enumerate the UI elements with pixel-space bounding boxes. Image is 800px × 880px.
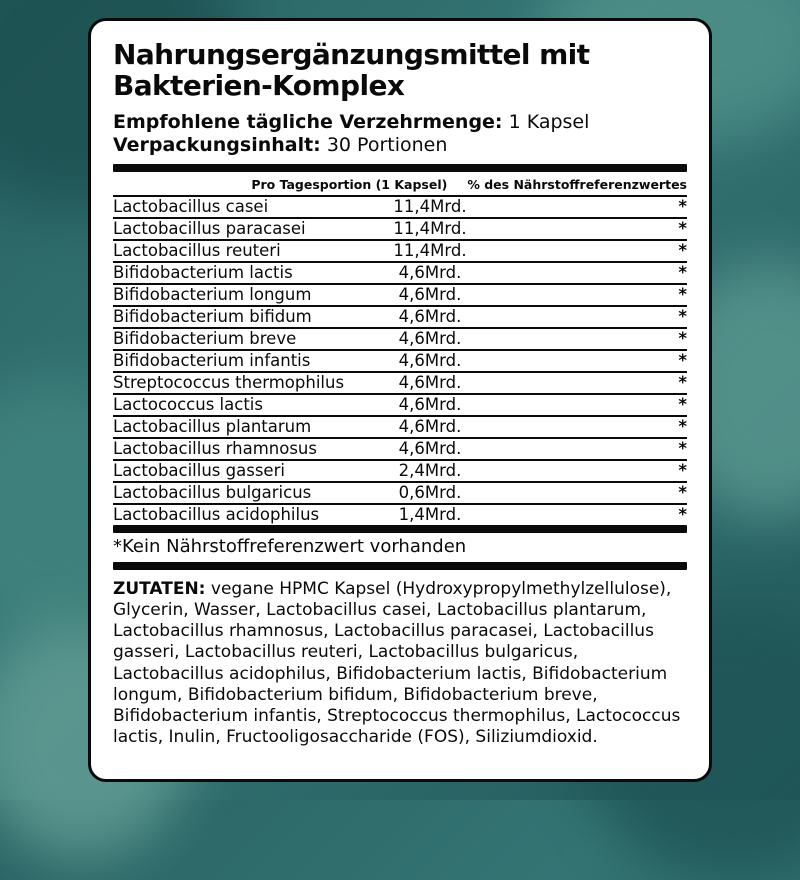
ingredients-label: ZUTATEN: xyxy=(113,578,206,599)
ingredient-name: Bifidobacterium breve xyxy=(113,329,297,349)
nrv-asterisk: * xyxy=(678,505,687,525)
divider-thick xyxy=(113,164,687,172)
ingredient-name: Lactobacillus casei xyxy=(113,197,269,217)
amount-value: 4,6Mrd. xyxy=(398,417,462,437)
amount-value: 2,4Mrd. xyxy=(398,461,462,481)
amount-value: 4,6Mrd. xyxy=(398,351,462,371)
nrv-asterisk: * xyxy=(678,461,687,481)
ingredient-name: Bifidobacterium infantis xyxy=(113,351,311,371)
serving-size-line xyxy=(113,111,687,134)
nrv-asterisk: * xyxy=(678,329,687,349)
nrv-asterisk: * xyxy=(678,351,687,371)
ingredients-paragraph xyxy=(113,579,687,749)
table-row xyxy=(113,285,687,307)
ingredient-name: Bifidobacterium bifidum xyxy=(113,307,312,327)
nrv-footnote: *Kein Nährstoffreferenzwert vorhanden xyxy=(113,536,467,558)
ingredient-name: Lactobacillus paracasei xyxy=(113,219,306,239)
table-row xyxy=(113,197,687,219)
nrv-asterisk: * xyxy=(678,395,687,415)
nrv-asterisk: * xyxy=(678,417,687,437)
table-row xyxy=(113,461,687,483)
nrv-asterisk: * xyxy=(678,219,687,239)
supplement-facts-card xyxy=(88,18,712,782)
amount-value: 11,4Mrd. xyxy=(393,219,467,239)
nrv-asterisk: * xyxy=(678,439,687,459)
nrv-asterisk: * xyxy=(678,483,687,503)
ingredient-name: Lactobacillus bulgaricus xyxy=(113,483,312,503)
amount-value: 4,6Mrd. xyxy=(398,439,462,459)
table-row xyxy=(113,395,687,417)
table-row xyxy=(113,373,687,395)
package-content-value: 30 Portionen xyxy=(326,133,448,156)
amount-value: 11,4Mrd. xyxy=(393,197,467,217)
nutrient-table xyxy=(113,197,687,525)
amount-value: 4,6Mrd. xyxy=(398,307,462,327)
ingredient-name: Lactobacillus acidophilus xyxy=(113,505,320,525)
nrv-asterisk: * xyxy=(678,373,687,393)
table-row xyxy=(113,505,687,525)
table-header-row xyxy=(113,172,687,197)
divider-thick xyxy=(113,525,687,533)
table-row xyxy=(113,439,687,461)
table-row xyxy=(113,483,687,505)
table-row xyxy=(113,417,687,439)
ingredient-name: Lactococcus lactis xyxy=(113,395,263,415)
table-row xyxy=(113,219,687,241)
nrv-asterisk: * xyxy=(678,241,687,261)
amount-value: 11,4Mrd. xyxy=(393,241,467,261)
serving-size-label: Empfohlene tägliche Verzehrmenge: xyxy=(113,110,503,133)
amount-value: 4,6Mrd. xyxy=(398,329,462,349)
ingredient-name: Streptococcus thermophilus xyxy=(113,373,345,393)
title-line-1: Nahrungsergänzungsmittel mit xyxy=(113,38,590,71)
table-row xyxy=(113,307,687,329)
nrv-asterisk: * xyxy=(678,263,687,283)
table-row xyxy=(113,351,687,373)
ingredient-name: Lactobacillus reuteri xyxy=(113,241,281,261)
amount-value: 1,4Mrd. xyxy=(398,505,462,525)
divider-thick xyxy=(113,562,687,570)
column-header-nrv: % des Nährstoffreferenzwertes xyxy=(467,177,687,193)
ingredient-name: Lactobacillus rhamnosus xyxy=(113,439,317,459)
amount-value: 0,6Mrd. xyxy=(398,483,462,503)
package-content-line xyxy=(113,134,687,157)
nrv-asterisk: * xyxy=(678,307,687,327)
serving-size-value: 1 Kapsel xyxy=(508,110,590,133)
ingredient-name: Bifidobacterium longum xyxy=(113,285,312,305)
ingredient-name: Lactobacillus plantarum xyxy=(113,417,312,437)
page-title xyxy=(113,39,687,102)
title-line-2: Bakterien-Komplex xyxy=(113,69,405,103)
table-row xyxy=(113,263,687,285)
package-content-label: Verpackungsinhalt: xyxy=(113,133,321,156)
amount-value: 4,6Mrd. xyxy=(398,373,462,393)
ingredients-text: vegane HPMC Kapsel (Hydroxypropylmethylzellulose), Glycerin, Wasser, Lactobacillus casei, Lactobacillus plantarum, Lactobacillus rhamnosus, Lactobacillus paracasei, Lactobacillus gasseri, Lactobacillus reuteri, Lactobacillus bulgaricus, Lactobacillus acidophilus, Bifidobacterium lactis, Bifidobacterium longum, Bifidobacterium bifidum, Bifidobacterium breve, Bifidobacterium infantis, Streptococcus thermophilus, Lactococcus lactis, Inulin, Fructooligosaccharide (FOS), Siliziumdioxid. xyxy=(113,578,681,748)
nrv-asterisk: * xyxy=(678,285,687,305)
column-header-amount: Pro Tagesportion (1 Kapsel) xyxy=(251,177,448,193)
amount-value: 4,6Mrd. xyxy=(398,395,462,415)
table-row xyxy=(113,241,687,263)
ingredient-name: Bifidobacterium lactis xyxy=(113,263,293,283)
amount-value: 4,6Mrd. xyxy=(398,263,462,283)
amount-value: 4,6Mrd. xyxy=(398,285,462,305)
table-row xyxy=(113,329,687,351)
nrv-asterisk: * xyxy=(678,197,687,217)
ingredient-name: Lactobacillus gasseri xyxy=(113,461,285,481)
